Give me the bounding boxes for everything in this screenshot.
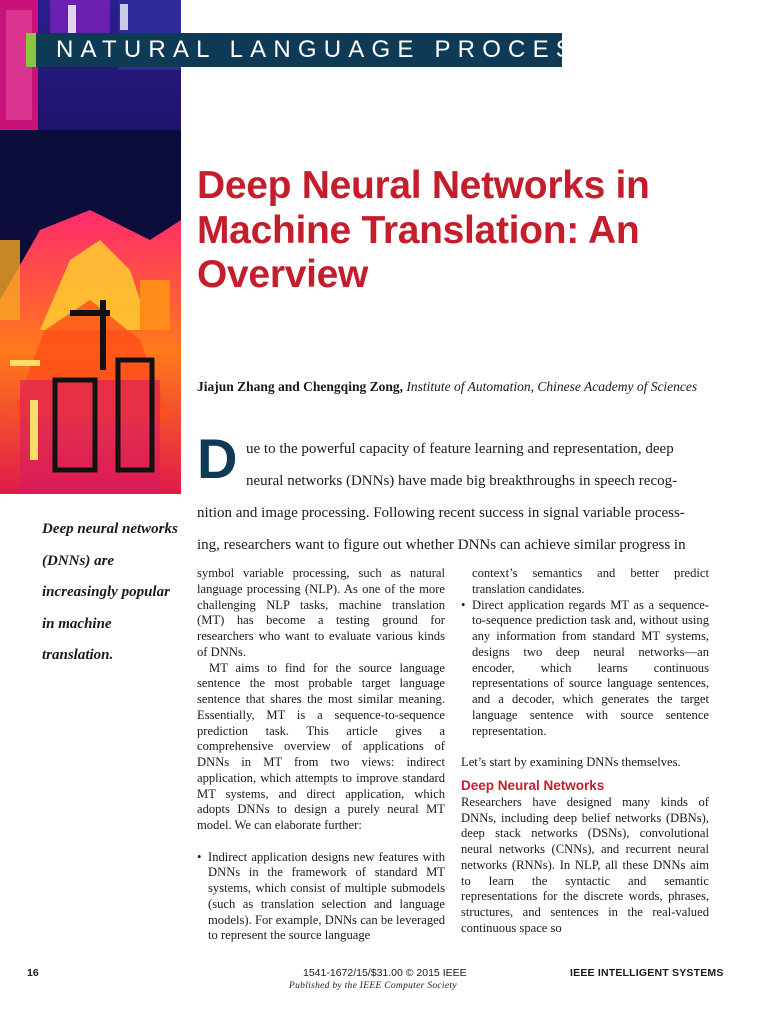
- bullet-list: [197, 850, 445, 945]
- author-byline: [197, 379, 717, 396]
- section-banner: [26, 33, 667, 67]
- article-title: Deep Neural Networks in Machine Translation: An Overview: [197, 164, 650, 296]
- pull-quote: Deep neural networks (DNNs) are increasingly popular in machine translation.: [42, 521, 178, 663]
- paragraph: Let’s start by examining DNNs themselves.: [461, 755, 681, 769]
- lead-line-3: nition and image processing. Following recent success in signal variable process-: [197, 505, 685, 521]
- bullet-list: [461, 598, 709, 740]
- author-affiliation: Institute of Automation, Chinese Academy of Sciences: [406, 379, 698, 394]
- section-heading: Deep Neural Networks: [461, 777, 605, 793]
- list-item: [461, 598, 709, 740]
- bullet-icon: •: [461, 597, 466, 612]
- lead-line-1: ue to the powerful capacity of feature learning and representation, deep: [246, 441, 674, 457]
- paragraph: Researchers have designed many kinds of DNNs, including deep belief networks (DBNs), deep stack networks (DSNs), convolutional neural networks (CNNs), and recurrent neural networks (RNNs). In NLP, all these DNNs aim to learn the syntactic and semantic representations for the discrete words, phrases, structures, and sentences in the real-valued continuous space so: [461, 794, 709, 935]
- section-banner-accent: [26, 33, 36, 67]
- journal-name: IEEE INTELLIGENT SYSTEMS: [570, 967, 724, 979]
- body-column-right: [461, 566, 709, 937]
- body-column-left: [197, 566, 445, 944]
- paragraph: MT aims to find for the source language sentence the most probable target language sentence that shares the most similar meaning. Essentially, MT is a sequence-to-sequence prediction task. This article gives a comprehensive overview of applications of DNNs in MT from two views: indirect application, which attempts to improve standard MT systems, and direct application, which adopts DNNs to design a purely neural MT model. We can elaborate further:: [197, 660, 445, 832]
- drop-cap: D: [197, 427, 238, 490]
- list-item-text: Direct application regards MT as a sequence-to-sequence prediction task and, without using any information from standard MT systems, designs two deep neural networks—an encoder, which learns continuous representations of source language sentences, and a decoder, which generates the target language sentence with source sentence representation.: [472, 597, 709, 738]
- paragraph-gap: [461, 739, 709, 755]
- list-item-text: Indirect application designs new features with DNNs in the framework of standard MT systems, which consist of multiple submodels (such as translation selection and language models). For example, DNNs can be leveraged to represent the source language: [208, 849, 445, 943]
- cover-artwork: [0, 0, 181, 494]
- issn-copyright: 1541-1672/15/$31.00 © 2015 IEEE: [303, 967, 467, 979]
- publisher-line: Published by the IEEE Computer Society: [289, 981, 457, 991]
- page-number: 16: [27, 967, 39, 979]
- paragraph: context’s semantics and better predict translation candidates.: [472, 566, 709, 596]
- paragraph: symbol variable processing, such as natural language processing (NLP). As one of the more challenging NLP tasks, machine translation (MT) has become a testing ground for researchers who want to evaluate various kinds of DNNs.: [197, 566, 445, 659]
- list-item: [197, 850, 445, 945]
- bullet-icon: •: [197, 849, 202, 864]
- author-names: Jiajun Zhang and Chengqing Zong,: [197, 379, 403, 394]
- section-banner-label: NATURAL LANGUAGE PROCESSING: [56, 36, 667, 63]
- lead-line-4: ing, researchers want to figure out whether DNNs can achieve similar progress in: [197, 537, 686, 553]
- paragraph-gap: [197, 834, 445, 850]
- lead-line-2: neural networks (DNNs) have made big breakthroughs in speech recog-: [246, 473, 678, 489]
